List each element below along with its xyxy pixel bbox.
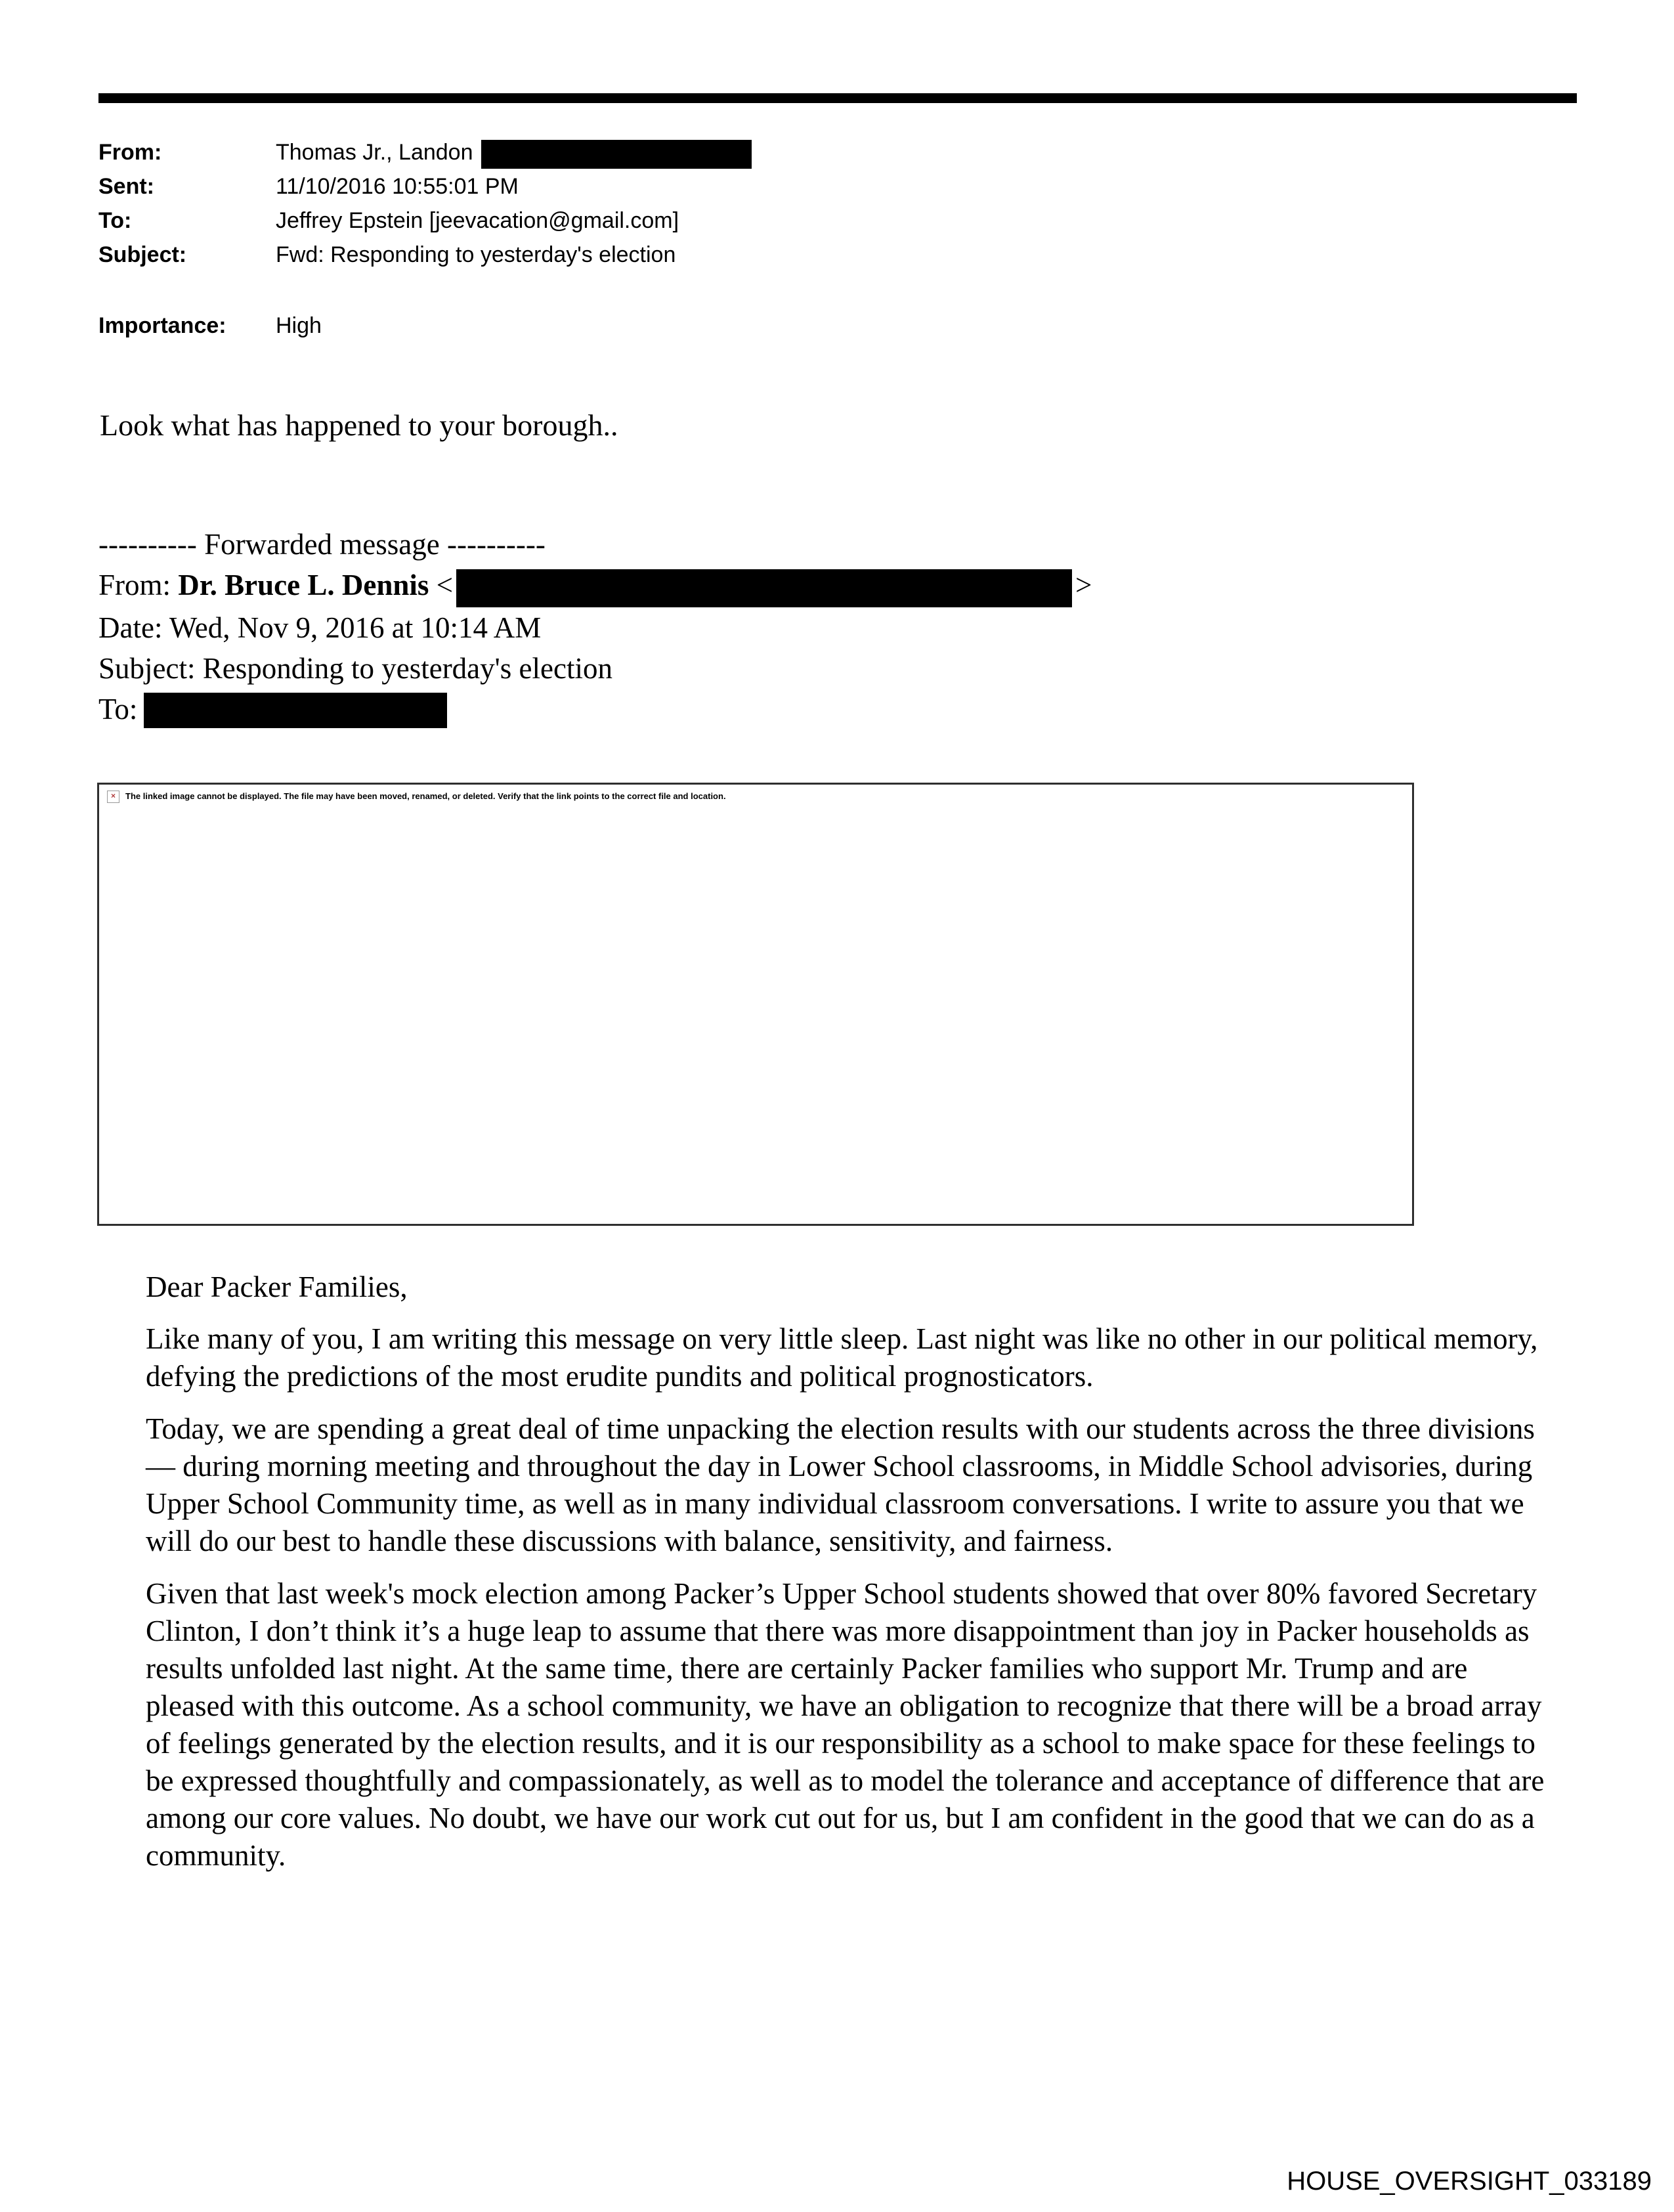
header-row-from xyxy=(98,135,752,169)
forwarded-to-prefix: To: xyxy=(98,692,138,726)
subject-value: Fwd: Responding to yesterday's election xyxy=(276,242,676,267)
redaction-bar-forwarded-email xyxy=(456,569,1072,607)
bates-number: HOUSE_OVERSIGHT_033189 xyxy=(1287,2167,1652,2196)
to-value: Jeffrey Epstein [jeevacation@gmail.com] xyxy=(276,208,679,233)
image-placeholder-row xyxy=(107,791,1412,803)
from-value: Thomas Jr., Landon xyxy=(276,140,473,165)
letter-paragraph: Given that last week's mock election among Packer’s Upper School students showed that over 80% favored Secretary Clinton, I don’t think it’s a huge leap to assume that there was more disappointment than joy in Packer households as results unfolded last night. At the same time, there are certainly Packer families who support Mr. Trump and are pleased with this outcome. As a school community, we have an obligation to recognize that there will be a broad array of feelings generated by the election results, and it is our responsibility as a school to make space for these feelings to be expressed thoughtfully and compassionately, as well as to model the tolerance and acceptance of difference that are among our core values. No doubt, we have our work cut out for us, but I am confident in the good that we can do as a community. xyxy=(146,1577,1545,1872)
header-row-subject xyxy=(98,238,752,272)
forwarded-from-line xyxy=(98,565,1092,607)
image-placeholder-box xyxy=(97,783,1414,1226)
broken-image-icon: × xyxy=(107,791,119,803)
forwarded-from-name: Dr. Bruce L. Dennis xyxy=(178,569,429,601)
email-header xyxy=(98,135,752,343)
to-label: To: xyxy=(98,208,132,233)
letter-paragraph: Like many of you, I am writing this message on very little sleep. Last night was like no other in our political memory, defying the predictions of the most erudite pundits and political prognosticators. xyxy=(146,1322,1538,1393)
subject-label: Subject: xyxy=(98,242,187,267)
image-placeholder-text: The linked image cannot be displayed. The file may have been moved, renamed, or deleted. Verify that the link points to the correct file and location. xyxy=(125,791,726,801)
sent-label: Sent: xyxy=(98,174,154,199)
forwarded-date-line: Date: Wed, Nov 9, 2016 at 10:14 AM xyxy=(98,611,542,644)
header-row-sent xyxy=(98,169,752,204)
angle-close: > xyxy=(1075,569,1092,601)
forwarded-header xyxy=(98,524,1092,729)
redaction-bar-sender-email xyxy=(481,140,752,169)
redaction-bar-forwarded-recipient xyxy=(144,693,447,728)
importance-value: High xyxy=(276,313,322,338)
header-row-importance xyxy=(98,309,752,343)
letter-salutation: Dear Packer Families, xyxy=(146,1270,408,1303)
forwarded-subject-line: Subject: Responding to yesterday's election xyxy=(98,651,612,685)
forwarded-from-prefix: From: xyxy=(98,569,179,601)
header-row-to xyxy=(98,204,752,238)
importance-label: Importance: xyxy=(98,313,226,338)
sent-value: 11/10/2016 10:55:01 PM xyxy=(276,174,519,199)
body-note: Look what has happened to your borough.. xyxy=(100,408,618,442)
header-top-rule xyxy=(98,93,1577,103)
from-value-wrap xyxy=(276,135,752,169)
letter-body xyxy=(146,1269,1562,1890)
forwarded-to-line xyxy=(98,689,1092,729)
angle-open: < xyxy=(436,569,454,601)
from-label: From: xyxy=(98,140,162,165)
letter-paragraph: Today, we are spending a great deal of time unpacking the election results with our students across the three divisions — during morning meeting and throughout the day in Lower School classrooms, in Middle School advisories, during Upper School Community time, as well as in many individual classroom conversations. I write to assure you that we will do our best to handle these discussions with balance, sensitivity, and fairness. xyxy=(146,1412,1535,1557)
forwarded-divider: ---------- Forwarded message ---------- xyxy=(98,528,546,561)
